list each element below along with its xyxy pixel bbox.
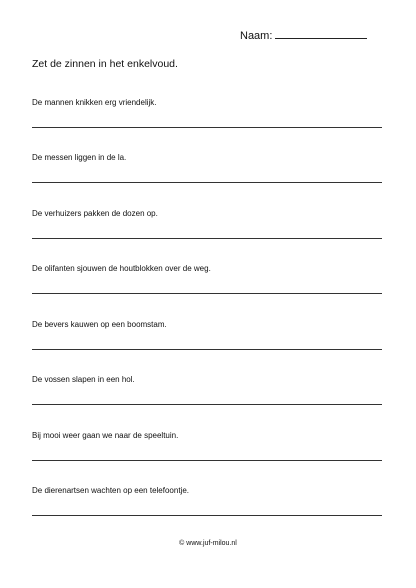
exercise-6: [32, 375, 382, 385]
answer-line[interactable]: [32, 515, 382, 516]
exercise-sentence: De olifanten sjouwen de houtblokken over de weg.: [32, 264, 211, 273]
exercise-3: [32, 209, 382, 219]
answer-line[interactable]: [32, 293, 382, 294]
exercise-sentence: De dierenartsen wachten op een telefoontje.: [32, 486, 189, 495]
footer-copyright: © www.juf-milou.nl: [179, 540, 237, 547]
exercise-sentence: De vossen slapen in een hol.: [32, 375, 135, 384]
exercise-1: [32, 98, 382, 108]
name-input-line[interactable]: [275, 28, 367, 39]
answer-line[interactable]: [32, 404, 382, 405]
instruction-title: Zet de zinnen in het enkelvoud.: [32, 58, 178, 70]
exercise-2: [32, 153, 382, 163]
exercise-7: [32, 431, 382, 441]
exercise-sentence: De messen liggen in de la.: [32, 153, 127, 162]
exercise-sentence: De bevers kauwen op een boomstam.: [32, 320, 167, 329]
answer-line[interactable]: [32, 238, 382, 239]
answer-line[interactable]: [32, 460, 382, 461]
exercise-5: [32, 320, 382, 330]
name-label: Naam:: [240, 30, 273, 42]
answer-line[interactable]: [32, 182, 382, 183]
exercise-8: [32, 486, 382, 496]
exercise-sentence: Bij mooi weer gaan we naar de speeltuin.: [32, 431, 179, 440]
exercise-sentence: De mannen knikken erg vriendelijk.: [32, 98, 157, 107]
exercise-sentence: De verhuizers pakken de dozen op.: [32, 209, 158, 218]
exercise-4: [32, 264, 382, 274]
name-field: [240, 28, 367, 42]
answer-line[interactable]: [32, 349, 382, 350]
answer-line[interactable]: [32, 127, 382, 128]
